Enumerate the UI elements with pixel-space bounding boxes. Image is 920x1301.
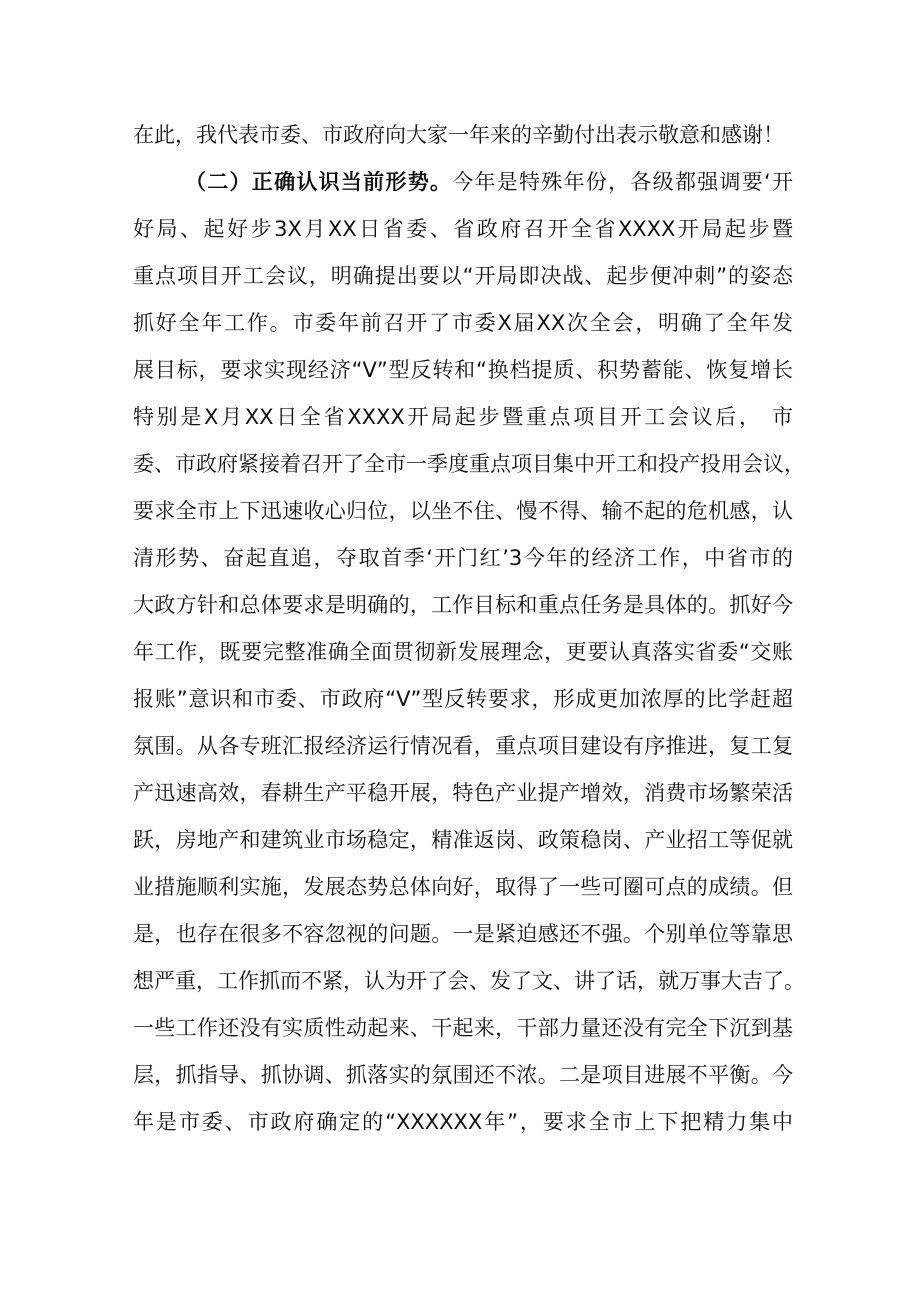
text-line: 大政方针和总体要求是明确的，工作目标和重点任务是具体的。抓好今 [133,593,793,617]
text-line-rest: 今年是特殊年份，各级都强调要‘开 [452,170,793,194]
body-text [133,112,805,1146]
text-line: 重点项目开工会议，明确提出要以“开局即决战、起步便冲刺”的姿态 [133,264,793,288]
section-heading: （二）正确认识当前形势。 [185,170,453,194]
text-line [133,159,793,206]
text-line: 跃，房地产和建筑业市场稳定，精准返岗、政策稳岗、产业招工等促就 [133,828,793,852]
text-line: 年工作，既要完整准确全面贯彻新发展理念，更要认真落实省委“交账 [133,640,793,664]
text-line: 业措施顺利实施，发展态势总体向好，取得了一些可圈可点的成绩。但 [133,875,793,899]
text-line: 是，也存在很多不容忽视的问题。一是紧迫感还不强。个别单位等靠思 [133,922,793,946]
text-line: 抓好全年工作。市委年前召开了市委X届XX次全会，明确了全年发 [133,311,793,335]
text-line: 一些工作还没有实质性动起来、干起来，干部力量还没有完全下沉到基 [133,1016,793,1040]
text-line: 氛围。从各专班汇报经济运行情况看，重点项目建设有序推进，复工复 [133,734,793,758]
text-line: 好局、起好步3X月XX日省委、省政府召开全省XXXX开局起步暨 [133,217,793,241]
text-line: 清形势、奋起直追，夺取首季‘开门红’3今年的经济工作，中省市的 [133,546,793,570]
text-line: 委、市政府紧接着召开了全市一季度重点项目集中开工和投产投用会议， [133,452,805,476]
text-line: 展目标，要求实现经济“V”型反转和“换档提质、积势蓄能、恢复增长 [133,358,793,382]
text-line: 层，抓指导、抓协调、抓落实的氛围还不浓。二是项目进展不平衡。今 [133,1063,793,1087]
text-line: 在此，我代表市委、市政府向大家一年来的辛勤付出表示敬意和感谢！ [133,123,784,147]
text-line: 特别是X月XX日全省XXXX开局起步暨重点项目开工会议后， 市 [133,405,793,429]
text-line: 想严重，工作抓而不紧，认为开了会、发了文、讲了话，就万事大吉了。 [133,969,805,993]
text-line: 年是市委、市政府确定的“XXXXXX年”，要求全市上下把精力集中 [133,1110,793,1134]
text-line: 报账”意识和市委、市政府“V”型反转要求，形成更加浓厚的比学赶超 [133,687,793,711]
text-line: 产迅速高效，春耕生产平稳开展，特色产业提产增效，消费市场繁荣活 [133,781,793,805]
text-line: 要求全市上下迅速收心归位，以坐不住、慢不得、输不起的危机感，认 [133,499,793,523]
